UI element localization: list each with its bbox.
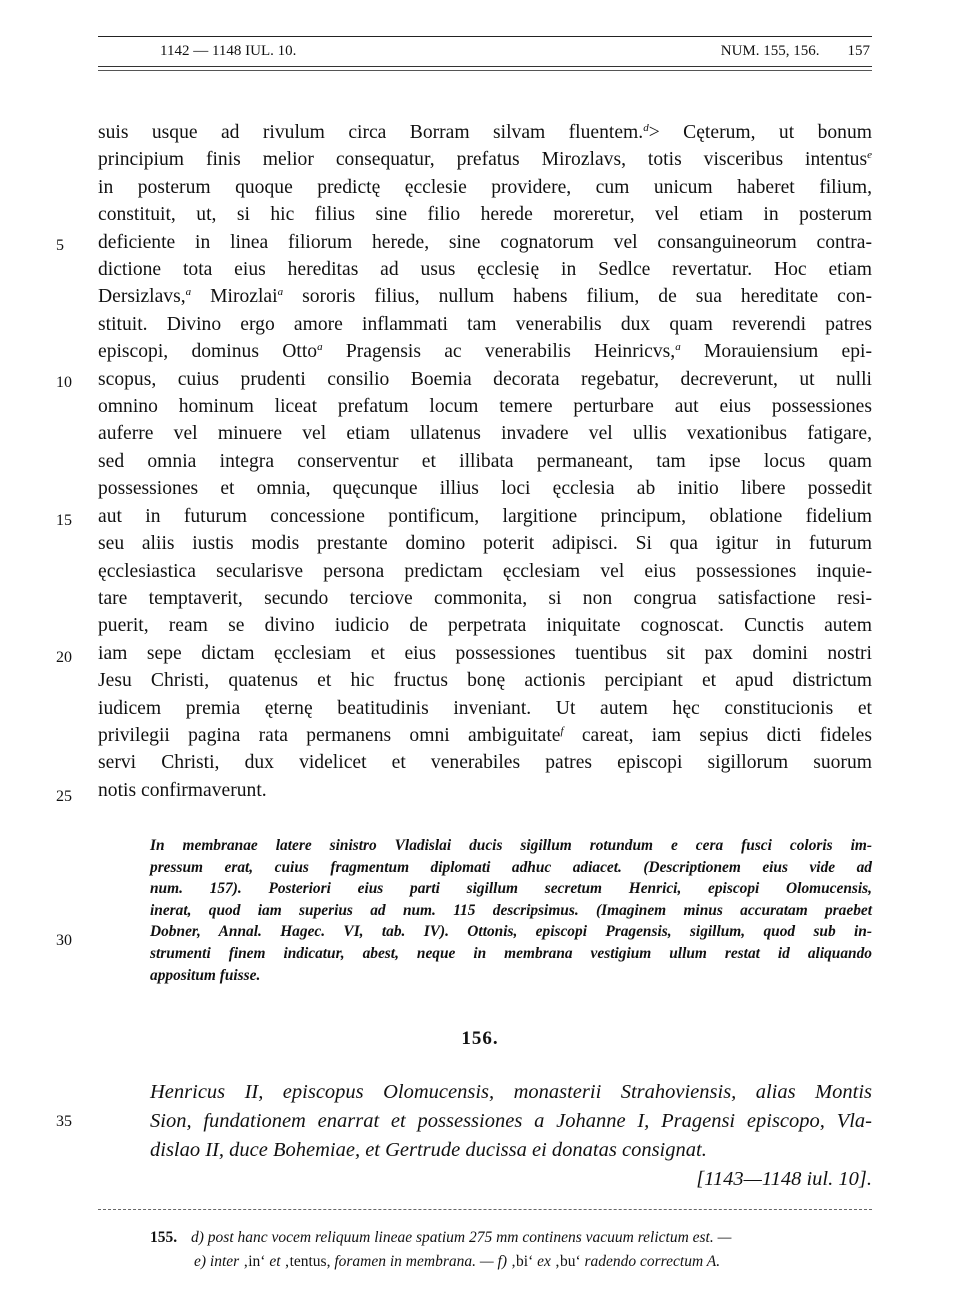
footnote-line: e) inter ‚in‘ et ‚tentus, foramen in membrana. — f) ‚bi‘ ex ‚bu‘ radendo correctum A. (194, 1253, 721, 1270)
line-number: 35 (56, 1113, 72, 1130)
text-line: constituit, ut, si hic filius sine filio herede moreretur, vel etiam in posterum (98, 204, 872, 226)
note-line: num. 157). Posteriori eius parti sigillum secretum Henrici, episcopi Olomucensis, (150, 880, 872, 898)
text-line: notis confirmaverunt. (98, 779, 267, 801)
text-line: scopus, cuius prudenti consilio Boemia decorata regebatur, decreverunt, ut nulli (98, 368, 872, 390)
line-number: 10 (56, 374, 72, 391)
regest-line: Sion, fundationem enarrat et possessiones a Johanne I, Pragensi episcopo, Vla- (150, 1110, 872, 1132)
note-line: pressum erat, cuius fragmentum diplomati adhuc adiacet. (Descriptionem eius vide ad (150, 858, 872, 876)
text-line: sed omnia integra conserventur et illibata permaneant, tam ipse locus quam (98, 450, 872, 472)
text-line: servi Christi, dux videlicet et venerabiles patres episcopi sigillorum suorum (98, 752, 872, 774)
text-line: seu aliis iustis modis prestante domino poterit adipisci. Si qua igitur in futurum (98, 533, 872, 555)
header-rule-bottom-2 (98, 70, 872, 71)
text-line: tare temptaverit, secundo terciove commonita, si non congrua satisfactione resi- (98, 587, 872, 609)
text-line: puerit, ream se divino iudicio de perpetrata iniquitate cognoscat. Cunctis autem (98, 615, 872, 637)
header-rule-bottom (98, 66, 872, 67)
footnote-rule (98, 1209, 872, 1210)
line-number: 20 (56, 649, 72, 666)
text-line: aut in futurum concessione pontificum, largitione principum, oblatione fidelium (98, 505, 872, 527)
header-right (721, 37, 870, 65)
charter-text (98, 119, 872, 804)
note-line: Dobner, Annal. Hagec. VI, tab. IV). Ottonis, episcopi Pragensis, sigillum, quod sub in- (150, 923, 872, 941)
document-number: 156. (461, 1028, 499, 1049)
text-line: ęcclesiastica secularisve persona predictam ęcclesiam vel eius possessiones inquie- (98, 560, 872, 582)
header-date-range: 1142 — 1148 IUL. 10. (160, 43, 297, 59)
running-header (98, 36, 872, 71)
text-line: possessiones et omnia, quęcunque illius loci ęcclesia ab initio libere possedit (98, 478, 872, 500)
line-number: 25 (56, 788, 72, 805)
line-number: 5 (56, 237, 64, 254)
text-line: privilegii pagina rata permanens omni ambiguitate$^f$ careat, iam sepius dicti fideles (98, 724, 872, 746)
text-line: iam sepe dictam ęcclesiam et eius possessiones tuentibus sit pax domini nostri (98, 642, 872, 664)
text-line: omnino hominum liceat prefatum locum temere perturbare aut eius possessiones (98, 396, 872, 418)
seal-note (150, 835, 872, 986)
note-line: strumenti finem indicatur, abest, neque in membrana vestigium ullum restat id aliquando (150, 944, 872, 962)
regest-line: Henricus II, episcopus Olomucensis, monasterii Strahoviensis, alias Montis (150, 1081, 872, 1103)
regest (150, 1078, 872, 1165)
text-line: Dersizlavs,$^a$ Mirozlai$^a$ sororis filius, nullum habens filium, de sua hereditate con- (98, 286, 872, 308)
text-line: auferre vel minuere vel etiam ullatenus invadere vel ullis vexationibus fatigare, (98, 423, 872, 445)
footnote-line: 155. d) post hanc vocem reliquum lineae spatium 275 mm continens vacuum relictum est. — (150, 1229, 732, 1246)
note-line: inerat, quod iam superius ad num. 115 descripsimus. (Imaginem minus accuratam praebet (150, 901, 872, 919)
regest-line: dislao II, duce Bohemiae, et Gertrude ducissa ei donatas consignat. (150, 1139, 707, 1161)
note-line: appositum fuisse. (150, 966, 261, 984)
dating: [1143—1148 iul. 10]. (696, 1168, 872, 1190)
footnotes (150, 1226, 872, 1274)
note-line: In membranae latere sinistro Vladislai ducis sigillum rotundum e cera fusci coloris im- (150, 837, 872, 854)
text-line: stituit. Divino ergo amore inflammati tam venerabilis dux quam reverendi patres (98, 313, 872, 335)
text-line: dictione tota eius hereditas ad usus ęcclesię in Sedlce revertatur. Hoc etiam (98, 259, 872, 281)
page-number: 157 (847, 43, 870, 59)
text-line: in posterum quoque predictę ęcclesie providere, cum unicum haberet filium, (98, 176, 872, 198)
text-line: episcopi, dominus Otto$^a$ Pragensis ac venerabilis Heinricvs,$^a$ Morauiensium epi- (98, 341, 872, 363)
text-line: iudicem premia ęternę beatitudinis inveniant. Ut autem hęc constitucionis et (98, 697, 872, 719)
text-line: Jesu Christi, quatenus et hic fructus bonę actionis percipiant et apud districtum (98, 670, 872, 692)
text-line: deficiente in linea filiorum herede, sine cognatorum vel consanguineorum contra- (98, 231, 872, 253)
text-line: suis usque ad rivulum circa Borram silvam fluentem.$^d$> Cęterum, ut bonum (98, 122, 872, 143)
text-line: principium finis melior consequatur, prefatus Mirozlavs, totis visceribus intentus$^e$ (98, 149, 872, 171)
line-number: 30 (56, 932, 72, 949)
header-line (98, 37, 872, 65)
header-doc-numbers: NUM. 155, 156. (720, 43, 820, 59)
line-number: 15 (56, 512, 72, 529)
footnote-number: 155. (150, 1229, 178, 1246)
